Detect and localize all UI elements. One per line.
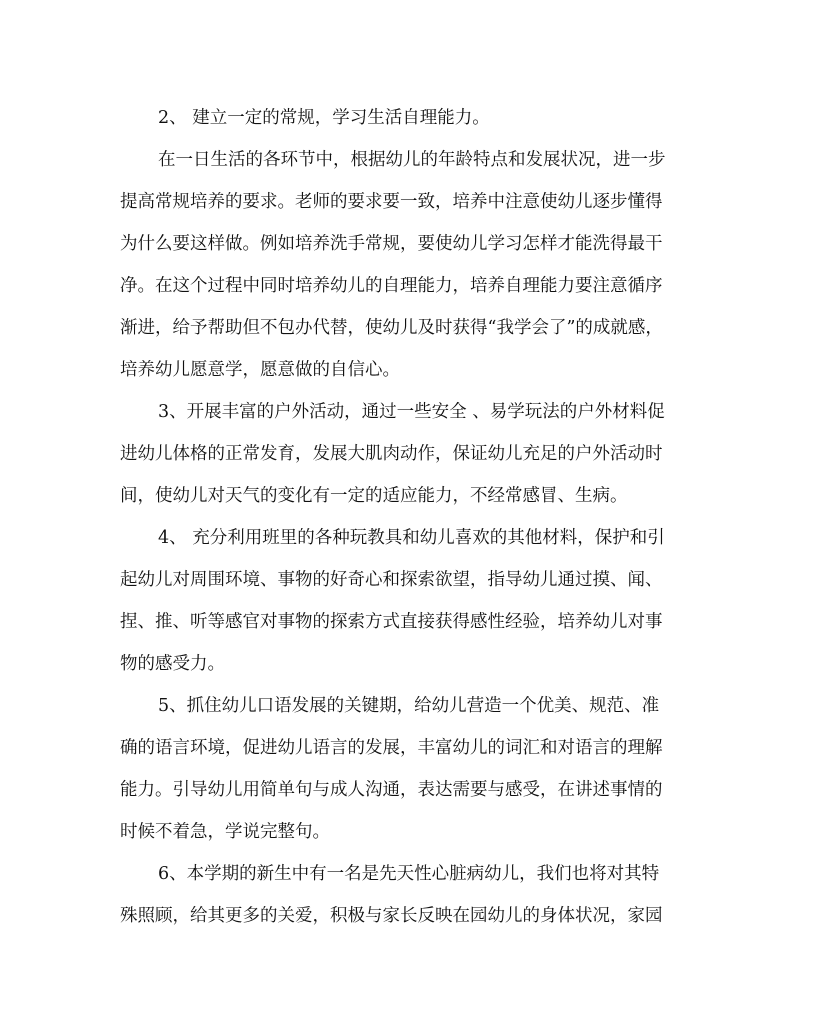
section-3-paragraph-line: 3、开展丰富的户外活动，通过一些安全 、易学玩法的户外材料促 bbox=[158, 402, 665, 422]
paragraph-line: 培养幼儿愿意学，愿意做的自信心。 bbox=[120, 360, 400, 380]
paragraph-line: 在一日生活的各环节中，根据幼儿的年龄特点和发展状况，进一步 bbox=[158, 150, 666, 170]
paragraph-line: 时候不着急，学说完整句。 bbox=[120, 822, 330, 842]
paragraph-line: 为什么要这样做。例如培养洗手常规，要使幼儿学习怎样才能洗得最干 bbox=[120, 234, 663, 254]
paragraph-line: 间，使幼儿对天气的变化有一定的适应能力，不经常感冒、生病。 bbox=[120, 486, 628, 506]
paragraph-line: 净。在这个过程中同时培养幼儿的自理能力，培养自理能力要注意循序 bbox=[120, 276, 663, 296]
paragraph-line: 进幼儿体格的正常发育，发展大肌肉动作，保证幼儿充足的户外活动时 bbox=[120, 444, 663, 464]
paragraph-line: 确的语言环境，促进幼儿语言的发展，丰富幼儿的词汇和对语言的理解 bbox=[120, 738, 663, 758]
paragraph-line: 能力。引导幼儿用简单句与成人沟通，表达需要与感受，在讲述事情的 bbox=[120, 780, 663, 800]
paragraph-line: 殊照顾，给其更多的关爱，积极与家长反映在园幼儿的身体状况，家园 bbox=[120, 906, 663, 926]
paragraph-line: 渐进，给予帮助但不包办代替，使幼儿及时获得“我学会了”的成就感， bbox=[120, 318, 663, 338]
section-5-paragraph-line: 5、抓住幼儿口语发展的关键期，给幼儿营造一个优美、规范、准 bbox=[158, 696, 660, 716]
paragraph-line: 提高常规培养的要求。老师的要求要一致，培养中注意使幼儿逐步懂得 bbox=[120, 192, 663, 212]
paragraph-line: 物的感受力。 bbox=[120, 654, 225, 674]
paragraph-line: 捏、推、听等感官对事物的探索方式直接获得感性经验，培养幼儿对事 bbox=[120, 612, 663, 632]
paragraph-line: 起幼儿对周围环境、事物的好奇心和探索欲望，指导幼儿通过摸、闻、 bbox=[120, 570, 663, 590]
section-4-paragraph-line: 4、 充分利用班里的各种玩教具和幼儿喜欢的其他材料，保护和引 bbox=[158, 528, 665, 548]
section-6-paragraph-line: 6、本学期的新生中有一名是先天性心脏病幼儿，我们也将对其特 bbox=[158, 864, 660, 884]
section-2-heading: 2、 建立一定的常规，学习生活自理能力。 bbox=[158, 108, 490, 128]
